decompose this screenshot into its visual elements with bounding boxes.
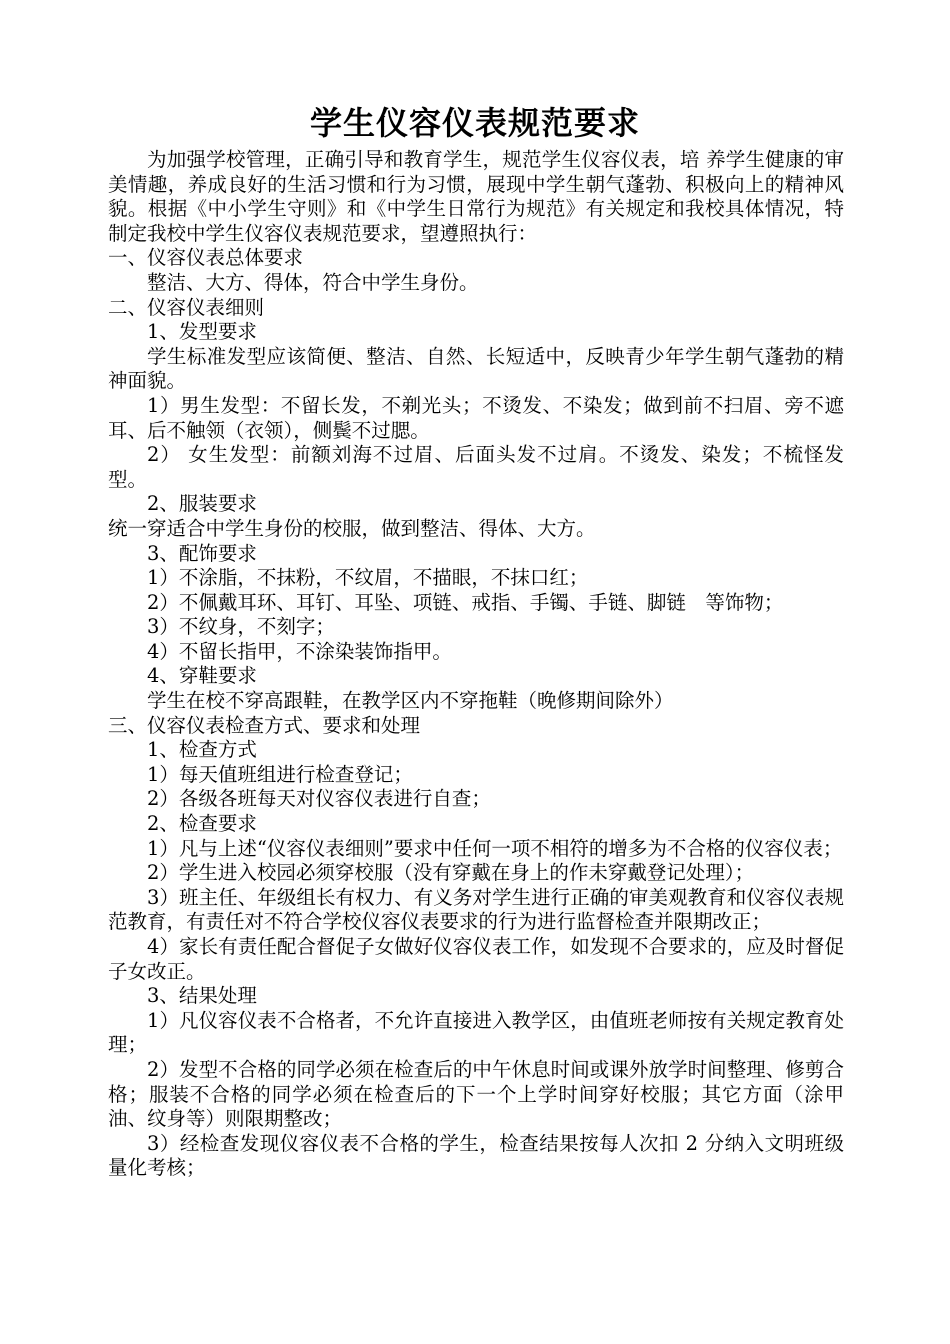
body-paragraph: 3）班主任、年级组长有权力、有义务对学生进行正确的审美观教育和仪容仪表规范教育，有责任对不符合学校仪容仪表要求的行为进行监督检查并限期改正； <box>108 885 844 934</box>
page-title: 学生仪容仪表规范要求 <box>309 104 640 142</box>
body-paragraph: 2）不佩戴耳环、耳钉、耳坠、项链、戒指、手镯、手链、脚链 等饰物； <box>147 590 784 614</box>
body-paragraph: 4、穿鞋要求 <box>147 664 257 688</box>
body-paragraph: 3）不纹身，不刻字； <box>147 615 335 639</box>
body-paragraph: 学生在校不穿高跟鞋，在教学区内不穿拖鞋（晚修期间除外） <box>147 689 674 713</box>
body-paragraph: 1）凡仪容仪表不合格者，不允许直接进入教学区，由值班老师按有关规定教育处理； <box>108 1008 844 1057</box>
body-paragraph: 1）凡与上述“仪容仪表细则”要求中任何一项不相符的增多为不合格的仪容仪表； <box>147 836 843 860</box>
section-heading: 统一穿适合中学生身份的校服，做到整洁、得体、大方。 <box>108 516 596 540</box>
body-paragraph: 为加强学校管理，正确引导和教育学生，规范学生仪容仪表，培 养学生健康的审美情趣，养成良好的生活习惯和行为习惯，展现中学生朝气蓬勃、积极向上的精神风貌。根据《中小学生守则》和《中学生日常行为规范》有关规定和我校具体情况，特制定我校中学生仪容仪表规范要求，望遵照执行： <box>108 148 844 245</box>
body-paragraph: 2）学生进入校园必须穿校服（没有穿戴在身上的作未穿戴登记处理）； <box>147 861 755 885</box>
section-heading: 三、仪容仪表检查方式、要求和处理 <box>108 713 421 737</box>
body-paragraph: 整洁、大方、得体，符合中学生身份。 <box>147 270 479 294</box>
body-paragraph: 1）每天值班组进行检查登记； <box>147 762 413 786</box>
body-paragraph: 3）经检查发现仪容仪表不合格的学生，检查结果按每人次扣 2 分纳入文明班级量化考核； <box>108 1131 844 1180</box>
section-heading: 二、仪容仪表细则 <box>108 295 265 319</box>
body-paragraph: 4）不留长指甲，不涂染装饰指甲。 <box>147 639 452 663</box>
body-paragraph: 2） 女生发型：前额刘海不过眉、后面头发不过肩。不烫发、染发；不梳怪发型。 <box>108 443 844 491</box>
body-paragraph: 1）不涂脂，不抹粉，不纹眉，不描眼，不抹口红； <box>147 566 589 590</box>
section-heading: 一、仪容仪表总体要求 <box>108 246 304 270</box>
body-paragraph: 2、服装要求 <box>147 492 257 516</box>
body-paragraph: 3、配饰要求 <box>147 541 257 565</box>
body-paragraph: 2、检查要求 <box>147 812 257 836</box>
body-paragraph: 1、发型要求 <box>147 320 257 344</box>
body-paragraph: 1）男生发型：不留长发，不剃光头；不烫发、不染发；做到前不扫眉、旁不遮耳、后不触领（衣领），侧鬓不过腮。 <box>108 393 844 442</box>
body-paragraph: 学生标准发型应该简便、整洁、自然、长短适中，反映青少年学生朝气蓬勃的精神面貌。 <box>108 344 844 393</box>
body-paragraph: 1、检查方式 <box>147 738 257 762</box>
body-paragraph: 4）家长有责任配合督促子女做好仪容仪表工作，如发现不合要求的，应及时督促子女改正。 <box>108 935 844 983</box>
body-paragraph: 2）各级各班每天对仪容仪表进行自查； <box>147 787 491 811</box>
document-body <box>108 148 844 1181</box>
body-paragraph: 2）发型不合格的同学必须在检查后的中午休息时间或课外放学时间整理、修剪合格；服装不合格的同学必须在检查后的下一个上学时间穿好校服；其它方面（涂甲油、纹身等）则限期整改； <box>108 1057 844 1131</box>
body-paragraph: 3、结果处理 <box>147 984 257 1008</box>
